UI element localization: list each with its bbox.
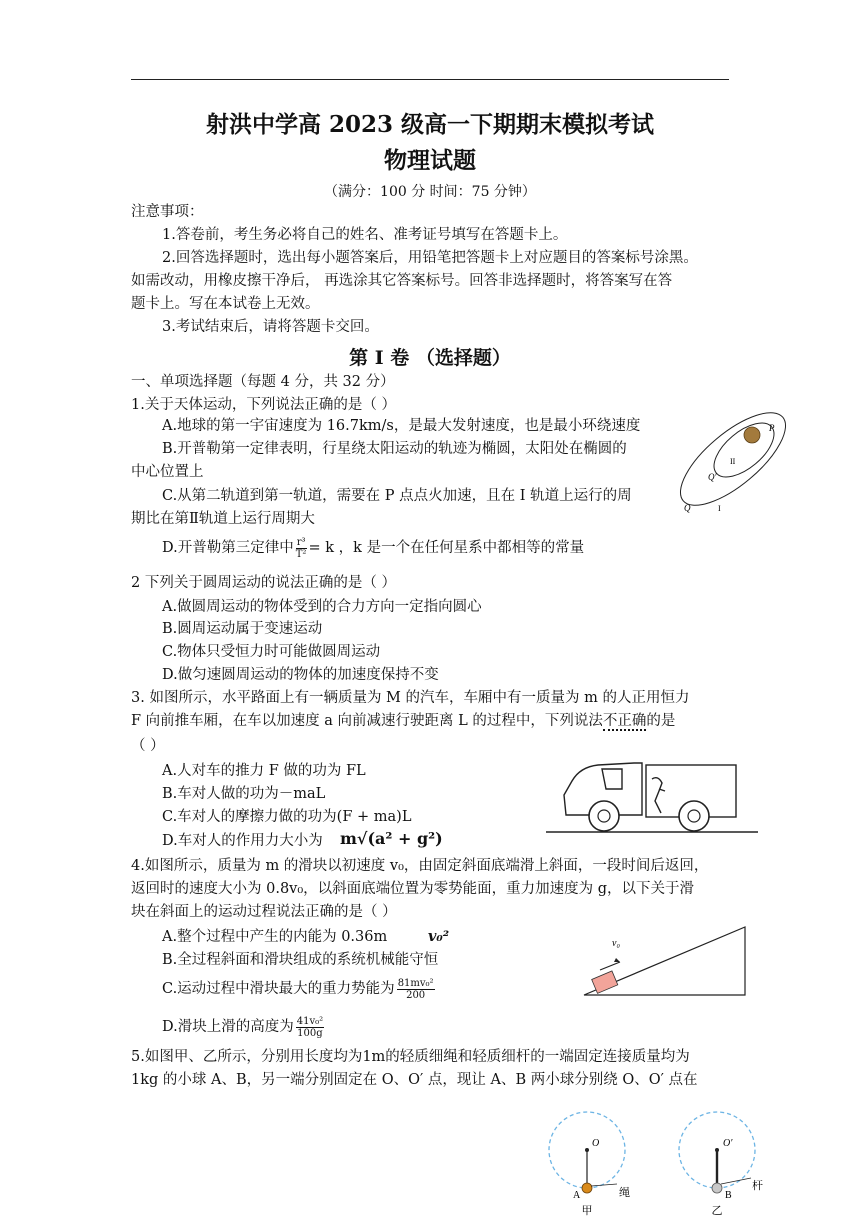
q4-c-num: 81mv₀² xyxy=(397,977,434,989)
fig-label-i: I xyxy=(718,504,721,513)
q4-c-text: C.运动过程中滑块最大的重力势能为 xyxy=(162,981,395,997)
q3-stem-3: （ ） xyxy=(131,738,165,754)
section-title: 第 I 卷 （选择题） xyxy=(349,347,511,369)
pivot-o-prime xyxy=(715,1148,719,1152)
q3-option-a: A.人对车的推力 F 做的功为 FL xyxy=(162,763,366,779)
q3-stem-2-emph: 不正确 xyxy=(602,713,647,729)
notice-2b: 如需改动，用橡皮擦干净后， 再选涂其它答案标号。回答非选择题时，将答案写在答 xyxy=(131,273,673,289)
q3-d-formula: m√(a² + g²) xyxy=(340,829,443,848)
v0-label: v₀ xyxy=(612,938,620,949)
exam-subject: 物理试题 xyxy=(384,147,476,174)
notice-2c: 题卡上。写在本试卷上无效。 xyxy=(131,296,320,312)
q1-stem: 1.关于天体运动，下列说法正确的是（ ） xyxy=(131,397,396,413)
notice-1: 1.答卷前，考生务必将自己的姓名、准考证号填写在答题卡上。 xyxy=(162,227,568,243)
truck-figure xyxy=(546,755,758,837)
label-jia: 甲 xyxy=(581,1204,593,1216)
front-wheel xyxy=(589,801,619,831)
person-arm xyxy=(659,789,665,791)
q4-option-d xyxy=(162,1015,326,1039)
q1-d-den: T² xyxy=(295,548,307,560)
figure-jia xyxy=(549,1112,630,1216)
q3-stem-2 xyxy=(131,711,675,731)
q1-d-post: = k ，k 是一个在任何星系中都相等的常量 xyxy=(308,540,585,556)
q4-c-fraction xyxy=(397,978,435,1001)
q2-option-b: B.圆周运动属于变速运动 xyxy=(162,621,323,637)
q4-d-den: 100g xyxy=(297,1027,323,1039)
truck-window xyxy=(602,769,622,789)
q4-d-fraction xyxy=(296,1016,324,1039)
q5-stem-1: 5.如图甲、乙所示，分别用长度均为1m的轻质细绳和轻质细杆的一端固定连接质量均为 xyxy=(131,1049,690,1065)
part1-heading: 一、单项选择题（每题 4 分，共 32 分） xyxy=(131,374,395,390)
velocity-arrow xyxy=(600,962,620,970)
q2-option-d: D.做匀速圆周运动的物体的加速度保持不变 xyxy=(162,667,439,683)
notice-3: 3.考试结束后，请将答题卡交回。 xyxy=(162,319,379,335)
label-rope: 绳 xyxy=(619,1186,630,1199)
q2-stem: 2 下列关于圆周运动的说法正确的是（ ） xyxy=(131,575,396,591)
fig-label-ii: II xyxy=(730,457,736,466)
label-o: O xyxy=(592,1138,600,1149)
q4-a-v0: v₀² xyxy=(428,928,450,945)
q4-stem-3: 块在斜面上的运动过程说法正确的是（ ） xyxy=(131,904,397,920)
q4-d-text: D.滑块上滑的高度为 xyxy=(162,1019,294,1035)
q3-stem-2-pre: F 向前推车厢，在车以加速度 a 向前减速行驶距离 L 的过程中，下列说法 xyxy=(131,713,603,729)
notice-2a: 2.回答选择题时，选出每小题答案后，用铅笔把答题卡上对应题目的答案标号涂黑。 xyxy=(162,250,698,266)
ball-b xyxy=(712,1183,722,1193)
notice-heading: 注意事项： xyxy=(131,204,204,220)
fig-label-p: P xyxy=(769,423,775,433)
q4-stem-1: 4.如图所示，质量为 m 的滑块以初速度 v₀，由固定斜面底端滑上斜面，一段时间后返回， xyxy=(131,858,709,874)
exam-title: 射洪中学高 2023 级高一下期期末模拟考试 xyxy=(205,111,655,138)
q1-option-a: A.地球的第一宇宙速度为 16.7km/s，是最大发射速度，也是最小环绕速度 xyxy=(162,418,641,434)
fig-label-q1: Q′ xyxy=(708,472,717,482)
orbit-figure xyxy=(672,405,790,517)
q4-d-num: 41v₀² xyxy=(296,1015,324,1027)
q3-option-c: C.车对人的摩擦力做的功为(F + ma)L xyxy=(162,809,412,825)
q1-option-c2: 期比在第Ⅱ轨道上运行周期大 xyxy=(131,511,315,527)
q1-d-pre: D.开普勒第三定律中 xyxy=(162,540,294,556)
q3-option-b: B.车对人做的功为－maL xyxy=(162,786,326,802)
label-b: B xyxy=(725,1190,732,1201)
velocity-arrowhead xyxy=(614,958,620,962)
q2-option-a: A.做圆周运动的物体受到的合力方向一定指向圆心 xyxy=(162,599,482,615)
q3-stem-1: 3. 如图所示，水平路面上有一辆质量为 M 的汽车，车厢中有一质量为 m 的人正用恒力 xyxy=(131,690,690,706)
q1-option-c1: C.从第二轨道到第一轨道，需要在 P 点点火加速，且在 I 轨道上运行的周 xyxy=(162,488,632,504)
person-figure xyxy=(652,778,662,813)
pivot-o xyxy=(585,1148,589,1152)
rear-wheel xyxy=(679,801,709,831)
q4-c-den: 200 xyxy=(406,989,426,1001)
q4-option-b: B.全过程斜面和滑块组成的系统机械能守恒 xyxy=(162,952,439,968)
q1-option-d xyxy=(162,536,584,560)
label-rod: 杆 xyxy=(752,1179,763,1192)
q2-option-c: C.物体只受恒力时可能做圆周运动 xyxy=(162,644,381,660)
incline-figure xyxy=(582,922,754,1000)
q3-stem-2-post: 的是 xyxy=(646,713,676,729)
q1-option-b2: 中心位置上 xyxy=(131,464,204,480)
q1-d-num: r³ xyxy=(296,536,306,548)
q4-option-c xyxy=(162,977,437,1001)
q4-stem-2: 返回时的速度大小为 0.8v₀，以斜面底端位置为零势能面，重力加速度为 g，以下关于滑 xyxy=(131,881,695,897)
label-a: A xyxy=(573,1190,581,1201)
figure-yi xyxy=(679,1112,763,1216)
ball-a xyxy=(582,1183,592,1193)
planet-icon xyxy=(744,427,760,443)
top-rule xyxy=(131,79,729,80)
q4-option-a: A.整个过程中产生的内能为 0.36m xyxy=(162,929,388,945)
q3-option-d: D.车对人的作用力大小为 xyxy=(162,833,323,849)
rod-pointer xyxy=(721,1178,751,1184)
exam-info: （满分：100 分 时间：75 分钟） xyxy=(324,184,536,200)
q1-d-fraction xyxy=(296,537,307,560)
q1-option-b1: B.开普勒第一定律表明，行星绕太阳运动的轨迹为椭圆，太阳处在椭圆的 xyxy=(162,441,627,457)
label-yi: 乙 xyxy=(711,1204,723,1216)
q5-stem-2: 1kg 的小球 A、B，另一端分别固定在 O、O′ 点，现让 A、B 两小球分别绕 O、O′ 点在 xyxy=(131,1072,698,1088)
label-o-prime: O′ xyxy=(723,1138,733,1149)
circle-figures xyxy=(545,1100,795,1216)
fig-label-q: Q xyxy=(684,503,691,513)
